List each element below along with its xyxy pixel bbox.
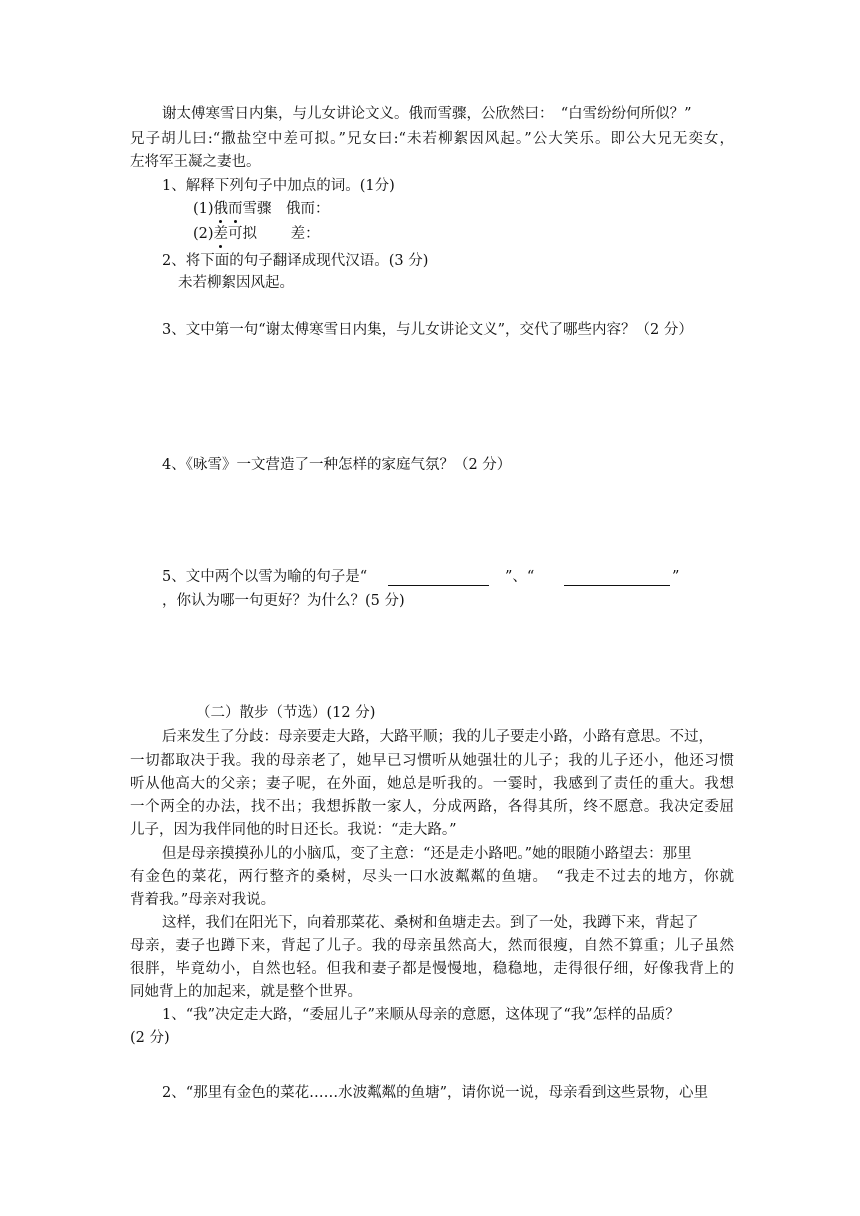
passage2-line: 听从他高大的父亲；妻子呢，在外面，她总是听我的。一霎时，我感到了责任的重大。我想 — [130, 776, 734, 792]
q1-item1-rest: 雪骤 俄而： — [242, 201, 330, 217]
passage2-line: 母亲，妻子也蹲下来，背起了儿子。我的母亲虽然高大，然而很瘦，自然不算重；儿子虽然 — [130, 938, 734, 954]
q4-title: 4、《咏雪》一文营造了一种怎样的家庭气氛？（2 分） — [162, 457, 512, 473]
q1-item1-prefix: (1) — [193, 201, 214, 217]
q2-title: 2、将下面的句子翻译成现代汉语。(3 分) — [162, 253, 429, 269]
q2-sentence: 未若柳絮因风起。 — [178, 275, 294, 291]
q5-part3: ” — [672, 569, 680, 585]
emphasis-dot-char: 差 — [213, 226, 229, 242]
passage2-line: 背着我。”母亲对我说。 — [130, 892, 276, 908]
passage1-line1: 谢太傅寒雪日内集，与儿女讲论文义。俄而雪骤，公欣然曰： “白雪纷纷何所似？” — [162, 106, 692, 122]
q5-part1: 5、文中两个以雪为喻的句子是“ — [162, 569, 368, 585]
passage2-line: 很胖，毕竟幼小，自然也轻。但我和妻子都是慢慢地，稳稳地，走得很仔细，好像我背上的 — [130, 961, 734, 977]
q1-item2-prefix: (2) — [193, 226, 214, 242]
q3-title: 3、文中第一句“谢太傅寒雪日内集，与儿女讲论文义”，交代了哪些内容？（2 分） — [162, 322, 693, 338]
passage2-line: 后来发生了分歧：母亲要走大路，大路平顺；我的儿子要走小路，小路有意思。不过， — [162, 729, 713, 745]
p2q2-line1: 2、“那里有金色的菜花……水波粼粼的鱼塘”，请你说一说，母亲看到这些景物，心里 — [162, 1085, 709, 1101]
passage2-line: 同她背上的加起来，就是整个世界。 — [130, 984, 362, 1000]
q1-title: 1、解释下列句子中加点的词。(1分) — [162, 178, 395, 194]
emphasis-dot-char: 而 — [228, 201, 243, 217]
p2q1-line2: (2 分) — [130, 1030, 170, 1046]
q5-part2: ”、“ — [505, 569, 535, 585]
q5-blank-2[interactable] — [564, 585, 670, 586]
p2q1-line1: 1、“我”决定走大路，“委屈儿子”来顺从母亲的意愿，这体现了“我”怎样的品质？ — [162, 1007, 680, 1023]
passage2-line: 一切都取决于我。我的母亲老了，她早已习惯听从她强壮的儿子；我的儿子还小，他还习惯 — [130, 753, 734, 769]
passage1-line2: 兄子胡儿曰:“撒盐空中差可拟。”兄女曰:“未若柳絮因风起。”公大笑乐。即公大兄无奕女， — [130, 131, 734, 147]
q1-item2-rest: 可拟 差： — [228, 226, 320, 242]
passage2-line: 这样，我们在阳光下，向着那菜花、桑树和鱼塘走去。到了一处，我蹲下来，背起了 — [162, 915, 699, 931]
q5-blank-1[interactable] — [388, 585, 489, 586]
q1-item1 — [193, 199, 330, 219]
q5-line2: ，你认为哪一句更好？为什么？(5 分) — [162, 593, 405, 609]
passage2-line: 但是母亲摸摸孙儿的小脑瓜，变了主意：“还是走小路吧。”她的眼随小路望去：那里 — [162, 846, 692, 862]
passage1-line3: 左将军王凝之妻也。 — [130, 154, 261, 170]
passage2-heading: （二）散步（节选）(12 分) — [196, 705, 376, 721]
passage2-line: 一个两全的办法，找不出；我想拆散一家人，分成两路，各得其所，终不愿意。我决定委屈 — [130, 799, 734, 815]
q1-item2 — [193, 224, 320, 244]
passage2-line: 有金色的菜花，两行整齐的桑树，尽头一口水波粼粼的鱼塘。 “我走不过去的地方，你就 — [130, 869, 734, 885]
emphasis-dot-char: 俄 — [213, 201, 229, 217]
passage2-line: 儿子，因为我伴同他的时日还长。我说：“走大路。” — [130, 822, 457, 838]
